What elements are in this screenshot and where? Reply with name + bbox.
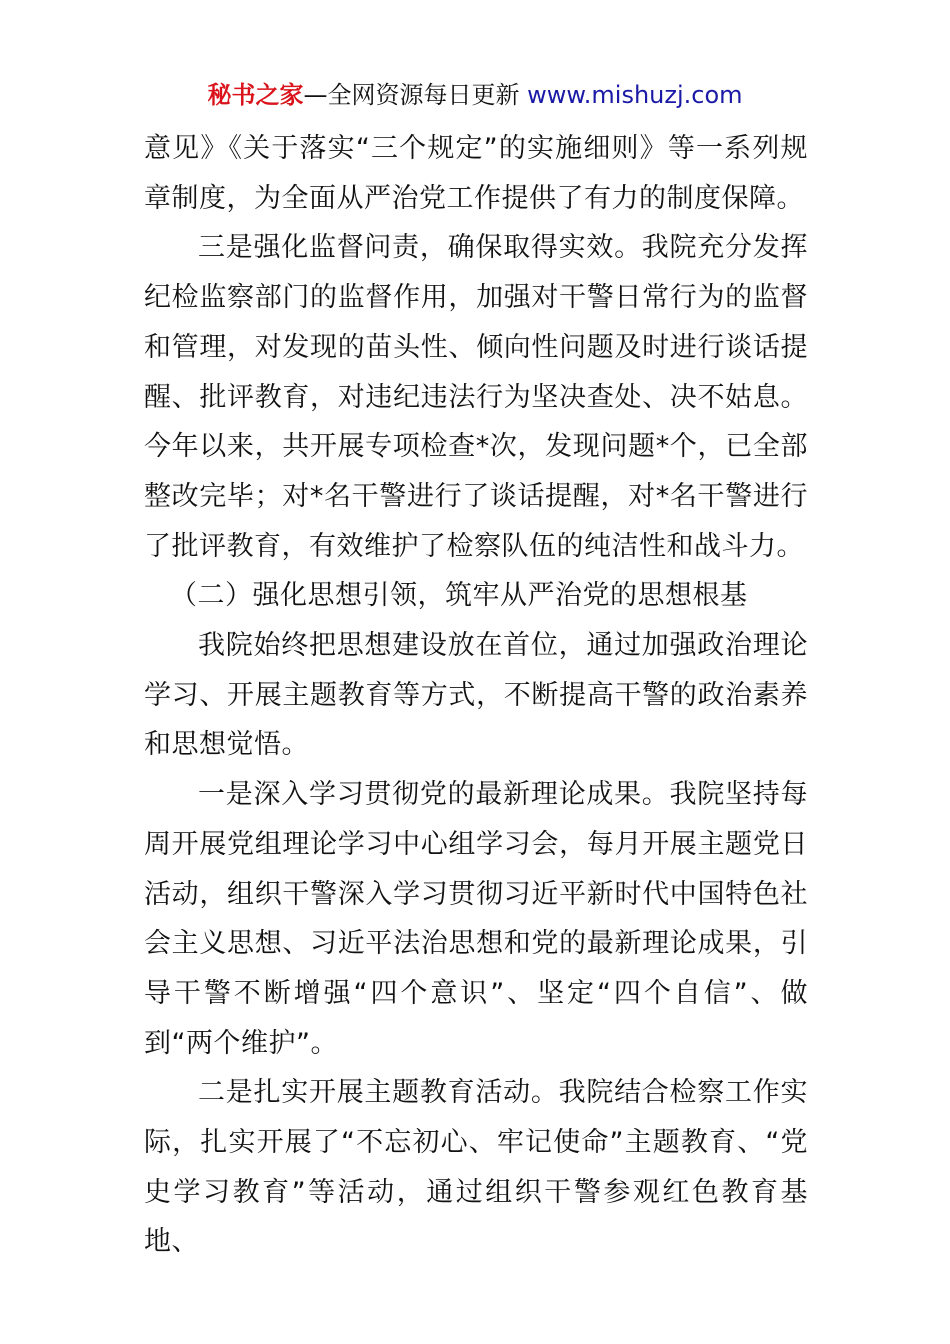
paragraph-supervision: 三是强化监督问责，确保取得实效。我院充分发挥纪检监察部门的监督作用，加强对干警日常行为的监督和管理，对发现的苗头性、倾向性问题及时进行谈话提醒、批评教育，对违纪违法行为坚决查处、决不姑息。今年以来，共开展专项检查*次，发现问题*个，已全部整改完毕；对*名干警进行了谈话提醒，对*名干警进行了批评教育，有效维护了检察队伍的纯洁性和战斗力。 <box>144 232 808 562</box>
paragraph-theory-study: 一是深入学习贯彻党的最新理论成果。我院坚持每周开展党组理论学习中心组学习会，每月开展主题党日活动，组织干警深入学习贯彻习近平新时代中国特色社会主义思想、习近平法治思想和党的最新理论成果，引导干警不断增强“四个意识”、坚定“四个自信”、做到“两个维护”。 <box>144 779 808 1059</box>
section-heading: （二）强化思想引领，筑牢从严治党的思想根基 <box>170 580 748 612</box>
site-header <box>0 78 950 112</box>
paragraph-theme-education: 二是扎实开展主题教育活动。我院结合检察工作实际，扎实开展了“不忘初心、牢记使命”主题教育、“党史学习教育”等活动，通过组织干警参观红色教育基地、 <box>144 1077 808 1258</box>
paragraph-continuation: 意见》《关于落实“三个规定”的实施细则》等一系列规章制度，为全面从严治党工作提供了有力的制度保障。 <box>144 133 808 214</box>
document-body <box>144 124 808 1267</box>
site-tagline: —全网资源每日更新 <box>303 81 520 109</box>
site-brand: 秘书之家 <box>207 81 304 109</box>
site-url-link[interactable]: www.mishuzj.com <box>527 81 743 109</box>
paragraph-intro: 我院始终把思想建设放在首位，通过加强政治理论学习、开展主题教育等方式，不断提高干警的政治素养和思想觉悟。 <box>144 630 808 761</box>
